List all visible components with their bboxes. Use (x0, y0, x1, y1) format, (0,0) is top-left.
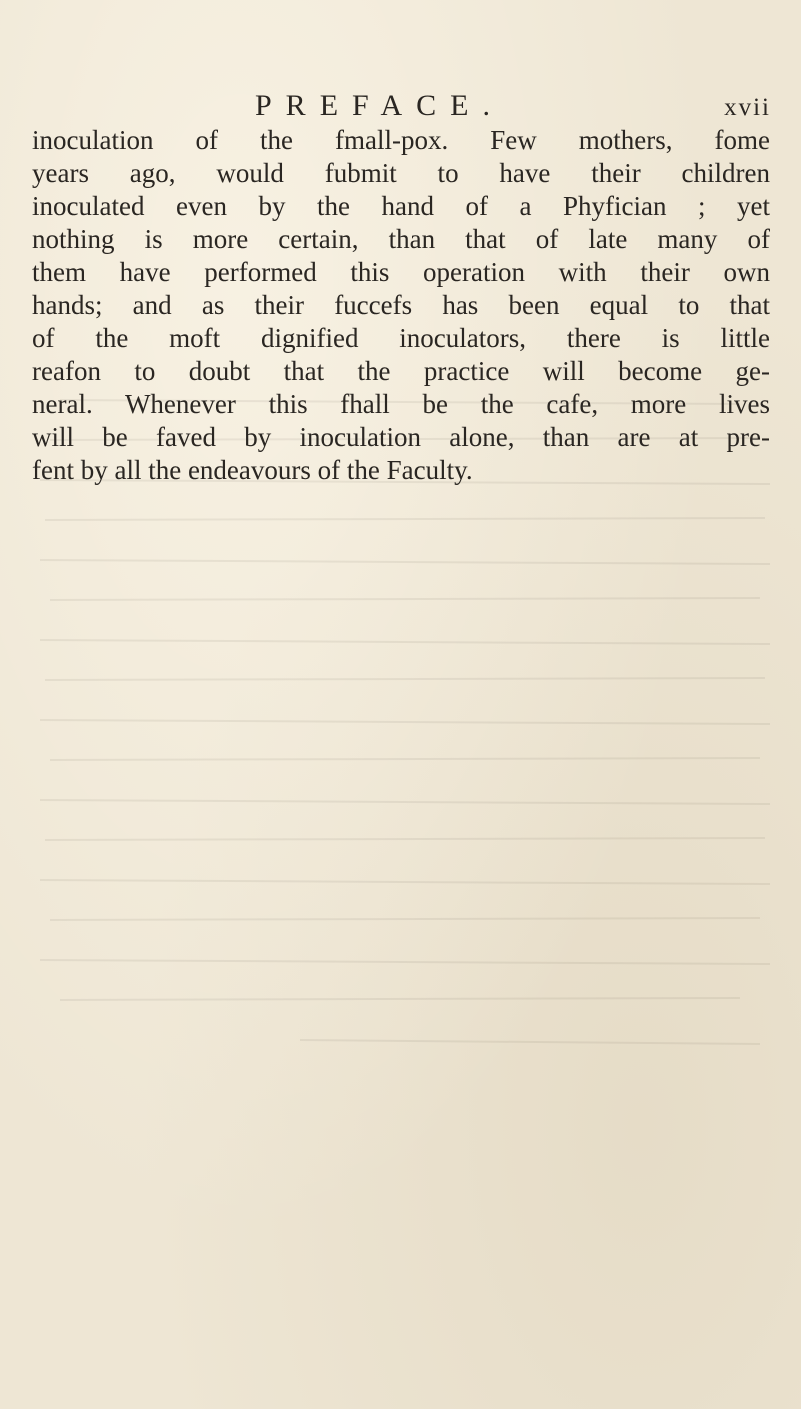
text-line: years ago, would fubmit to have their children (32, 158, 770, 188)
text-line: them have performed this operation with their own (32, 257, 770, 287)
text-line: fent by all the endeavours of the Faculty. (32, 455, 473, 485)
text-line: of the moft dignified inoculators, there is little (32, 323, 770, 353)
page-number: xvii (724, 94, 771, 121)
text-line: nothing is more certain, than that of late many of (32, 224, 770, 254)
show-through-texture (0, 380, 801, 1280)
running-title: PREFACE. (255, 89, 504, 122)
body-paragraph (32, 124, 770, 487)
text-line: will be faved by inoculation alone, than are at pre- (32, 422, 770, 452)
text-line: inoculated even by the hand of a Phyfician ; yet (32, 191, 770, 221)
text-line: hands; and as their fuccefs has been equal to that (32, 290, 770, 320)
text-line: neral. Whenever this fhall be the cafe, more lives (32, 389, 770, 419)
text-line: inoculation of the fmall-pox. Few mothers, fome (32, 125, 770, 155)
text-line: reafon to doubt that the practice will become ge- (32, 356, 770, 386)
running-header (0, 86, 801, 126)
